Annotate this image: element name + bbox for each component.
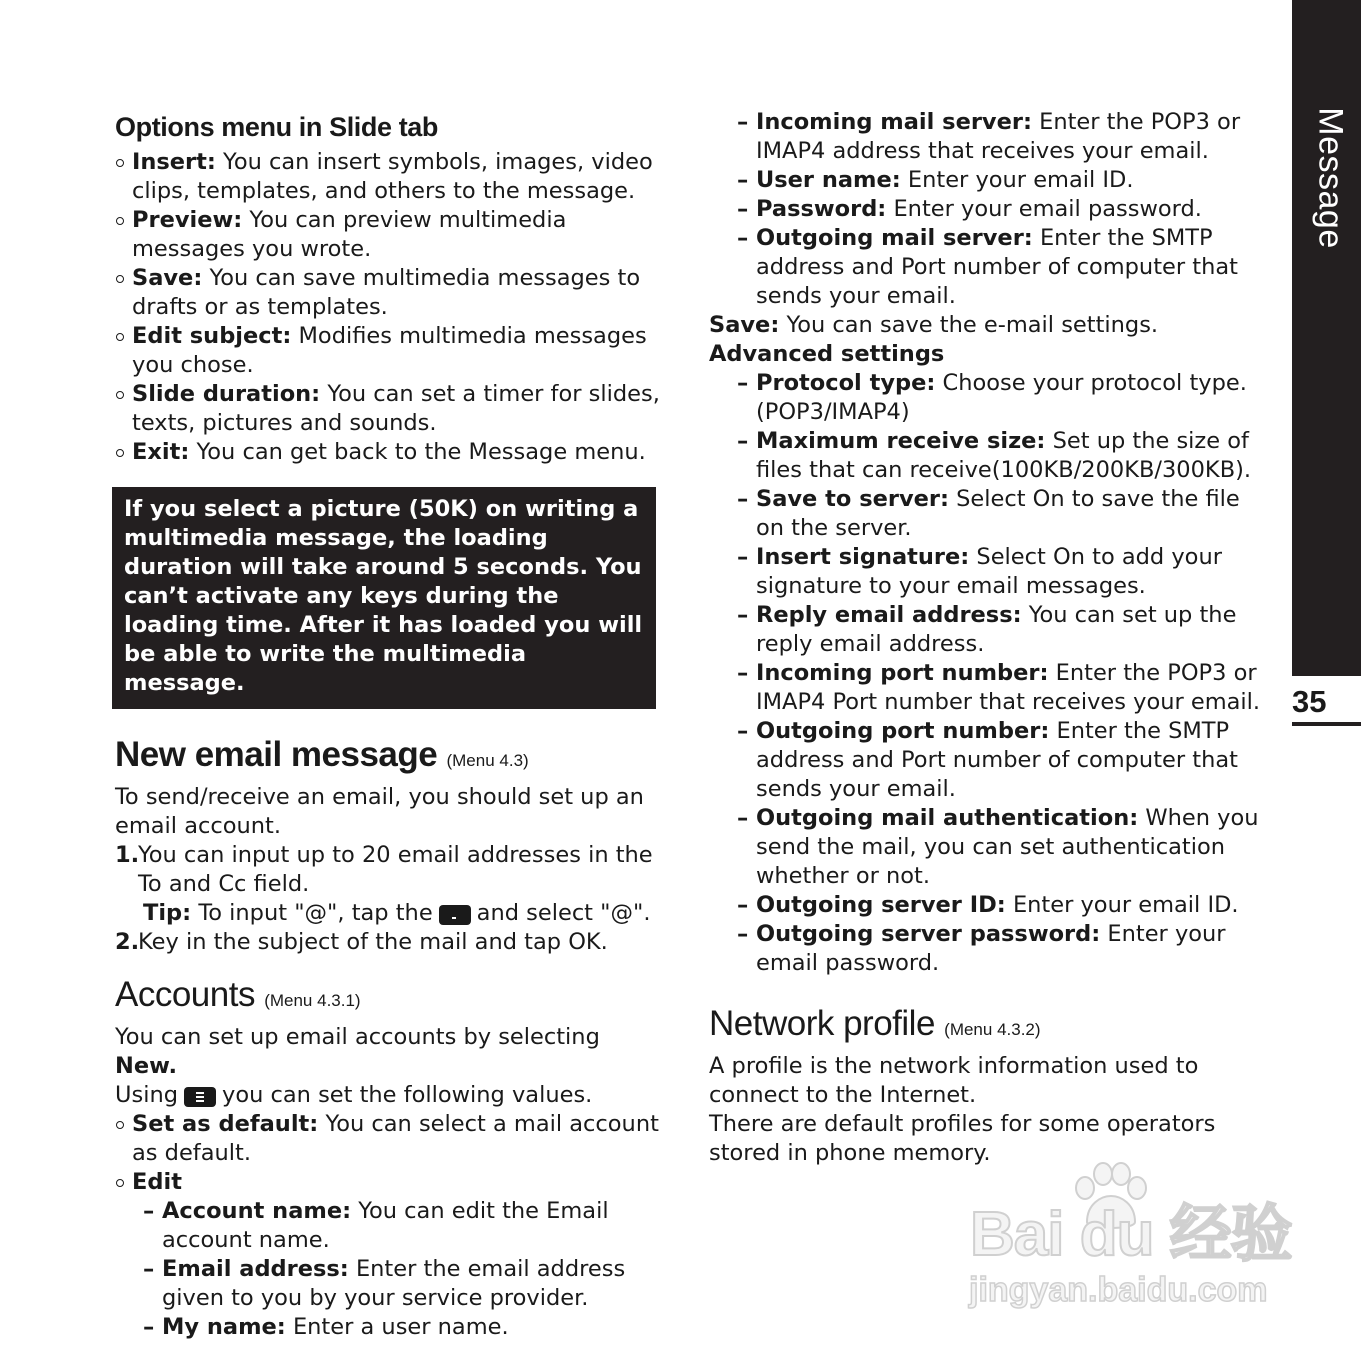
advanced-settings-heading: Advanced settings <box>709 341 945 367</box>
sub-item: – Outgoing server ID: Enter your email ID. <box>709 891 1269 920</box>
sub-item: – Outgoing server password: Enter your email password. <box>709 920 1269 978</box>
list-item: Edit <box>115 1168 663 1197</box>
sub-item: – My name: Enter a user name. <box>115 1313 663 1342</box>
menu-reference: (Menu 4.3.1) <box>264 991 361 1010</box>
baidu-watermark <box>965 1160 1292 1310</box>
accounts-intro: You can set up email accounts by selecting New. <box>115 1024 600 1079</box>
sub-item: – Save to server: Select On to save the file on the server. <box>709 485 1269 543</box>
page-number-rule <box>1292 722 1361 726</box>
menu-reference: (Menu 4.3.2) <box>944 1020 1041 1039</box>
accounts-heading: Accounts (Menu 4.3.1) <box>115 975 361 1014</box>
page-number: 35 <box>1292 684 1327 719</box>
sub-item: – User name: Enter your email ID. <box>709 166 1269 195</box>
network-paragraph: There are default profiles for some operators stored in phone memory. <box>709 1111 1216 1166</box>
sub-item: – Incoming mail server: Enter the POP3 or IMAP4 address that receives your email. <box>709 108 1269 166</box>
section-tab-label: Message <box>1311 107 1350 249</box>
menu-key-icon <box>184 1087 216 1107</box>
menu-reference: (Menu 4.3) <box>446 751 529 770</box>
keyboard-key-icon <box>439 905 471 925</box>
sub-item: – Insert signature: Select On to add your signature to your email messages. <box>709 543 1269 601</box>
sub-item: – Account name: You can edit the Email account name. <box>115 1197 663 1255</box>
sub-item: – Incoming port number: Enter the POP3 or IMAP4 Port number that receives your email. <box>709 659 1269 717</box>
save-settings-line: Save: You can save the e-mail settings. <box>709 312 1159 338</box>
sub-item: – Maximum receive size: Set up the size of files that can receive(100KB/200KB/300KB). <box>709 427 1269 485</box>
slide-options-list <box>115 148 663 467</box>
email-intro: To send/receive an email, you should set up an email account. <box>115 784 644 839</box>
list-item: Slide duration: You can set a timer for slides, texts, pictures and sounds. <box>115 380 663 438</box>
watermark-logo: Bai du 经验 <box>970 1200 1292 1269</box>
right-column <box>709 108 1269 1168</box>
sub-item: – Outgoing mail authentication: When you send the mail, you can set authentication whether or not. <box>709 804 1269 891</box>
list-item: Insert: You can insert symbols, images, video clips, templates, and others to the message. <box>115 148 663 206</box>
new-email-heading: New email message (Menu 4.3) <box>115 735 529 774</box>
sub-item: – Reply email address: You can set up the reply email address. <box>709 601 1269 659</box>
list-item: Save: You can save multimedia messages to drafts or as templates. <box>115 264 663 322</box>
list-item: Exit: You can get back to the Message menu. <box>115 438 663 467</box>
tip-line: Tip: To input "@", tap the and select "@". <box>143 900 651 926</box>
step-item: 2. Key in the subject of the mail and tap OK. <box>115 929 608 955</box>
list-item: Preview: You can preview multimedia messages you wrote. <box>115 206 663 264</box>
accounts-using: Using you can set the following values. <box>115 1082 593 1108</box>
sub-item: – Password: Enter your email password. <box>709 195 1269 224</box>
sub-item: – Outgoing mail server: Enter the SMTP address and Port number of computer that sends your email. <box>709 224 1269 311</box>
slide-options-heading: Options menu in Slide tab <box>115 112 439 142</box>
note-box: If you select a picture (50K) on writing a multimedia message, the loading duration will take around 5 seconds. You can’t activate any keys during the loading time. After it has loaded you will be able to write the multimedia message. <box>112 487 656 709</box>
watermark-site: jingyan.baidu.com <box>969 1271 1268 1309</box>
network-paragraph: A profile is the network information used to connect to the Internet. <box>709 1053 1199 1108</box>
network-profile-heading: Network profile (Menu 4.3.2) <box>709 1004 1041 1043</box>
sub-item: – Protocol type: Choose your protocol type. (POP3/IMAP4) <box>709 369 1269 427</box>
list-item: Edit subject: Modifies multimedia messages you chose. <box>115 322 663 380</box>
sub-item: – Email address: Enter the email address given to you by your service provider. <box>115 1255 663 1313</box>
sub-item: – Outgoing port number: Enter the SMTP address and Port number of computer that sends your email. <box>709 717 1269 804</box>
step-item: 1. You can input up to 20 email addresses in the To and Cc field. <box>115 842 653 897</box>
left-column <box>115 108 663 1342</box>
section-tab <box>1292 0 1361 676</box>
list-item: Set as default: You can select a mail account as default. <box>115 1110 663 1168</box>
